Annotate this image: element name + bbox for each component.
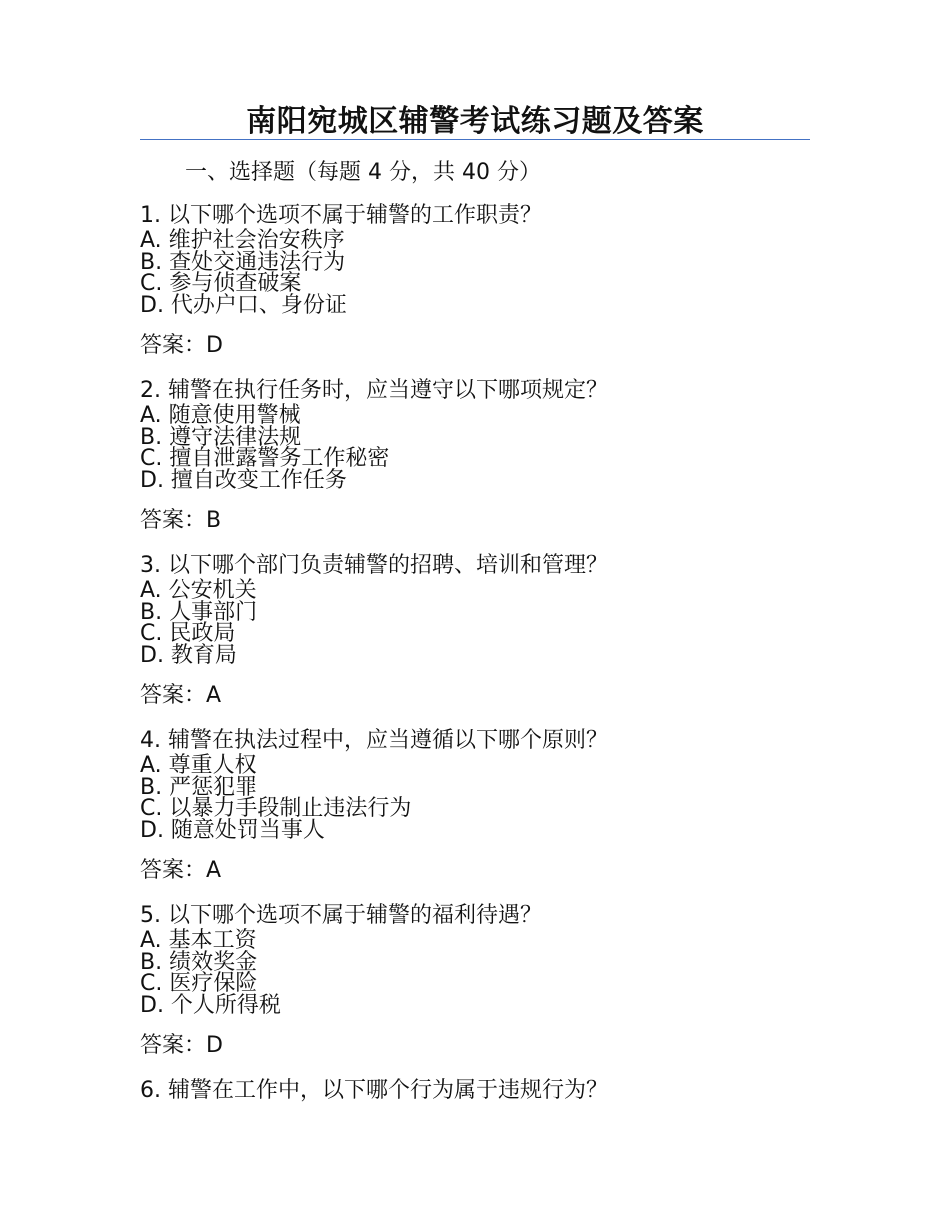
option-a: A. 公安机关 — [140, 578, 257, 603]
question-text: 5. 以下哪个选项不属于辅警的福利待遇？ — [140, 903, 542, 928]
question-text: 3. 以下哪个部门负责辅警的招聘、培训和管理？ — [140, 553, 608, 578]
option-d: D. 教育局 — [140, 642, 237, 668]
option-d: D. 个人所得税 — [140, 992, 281, 1018]
question-1 — [140, 201, 840, 361]
answer-text: 答案：A — [140, 858, 222, 883]
question-text: 4. 辅警在执法过程中，应当遵循以下哪个原则？ — [140, 728, 608, 753]
option-b: B. 人事部门 — [140, 599, 258, 625]
option-a: A. 维护社会治安秩序 — [140, 228, 345, 253]
option-a: A. 随意使用警械 — [140, 403, 301, 428]
question-text: 2. 辅警在执行任务时，应当遵守以下哪项规定？ — [140, 378, 608, 403]
question-3 — [140, 551, 840, 711]
option-a: A. 基本工资 — [140, 928, 257, 953]
question-5 — [140, 901, 840, 1061]
option-b: B. 遵守法律法规 — [140, 424, 302, 450]
title-underline — [140, 139, 810, 140]
option-b: B. 严惩犯罪 — [140, 774, 258, 800]
section-heading: 一、选择题（每题 4 分，共 40 分） — [185, 160, 541, 185]
option-c: C. 以暴力手段制止违法行为 — [140, 796, 412, 821]
question-6 — [140, 1076, 840, 1105]
option-a: A. 尊重人权 — [140, 753, 257, 778]
answer-text: 答案：B — [140, 508, 222, 533]
question-4 — [140, 726, 840, 886]
answer-text: 答案：D — [140, 1033, 223, 1058]
question-text: 1. 以下哪个选项不属于辅警的工作职责？ — [140, 203, 542, 228]
option-c: C. 擅自泄露警务工作秘密 — [140, 446, 390, 471]
option-b: B. 绩效奖金 — [140, 949, 258, 975]
option-b: B. 查处交通违法行为 — [140, 249, 346, 275]
option-c: C. 民政局 — [140, 621, 236, 646]
option-c: C. 医疗保险 — [140, 971, 258, 996]
question-list — [140, 201, 840, 1120]
option-d: D. 随意处罚当事人 — [140, 817, 325, 843]
question-text: 6. 辅警在工作中，以下哪个行为属于违规行为？ — [140, 1078, 608, 1103]
option-d: D. 擅自改变工作任务 — [140, 467, 347, 493]
answer-text: 答案：A — [140, 683, 222, 708]
option-d: D. 代办户口、身份证 — [140, 292, 347, 318]
question-2 — [140, 376, 840, 536]
answer-text: 答案：D — [140, 333, 223, 358]
document-title: 南阳宛城区辅警考试练习题及答案 — [246, 104, 704, 139]
option-c: C. 参与侦查破案 — [140, 271, 302, 296]
